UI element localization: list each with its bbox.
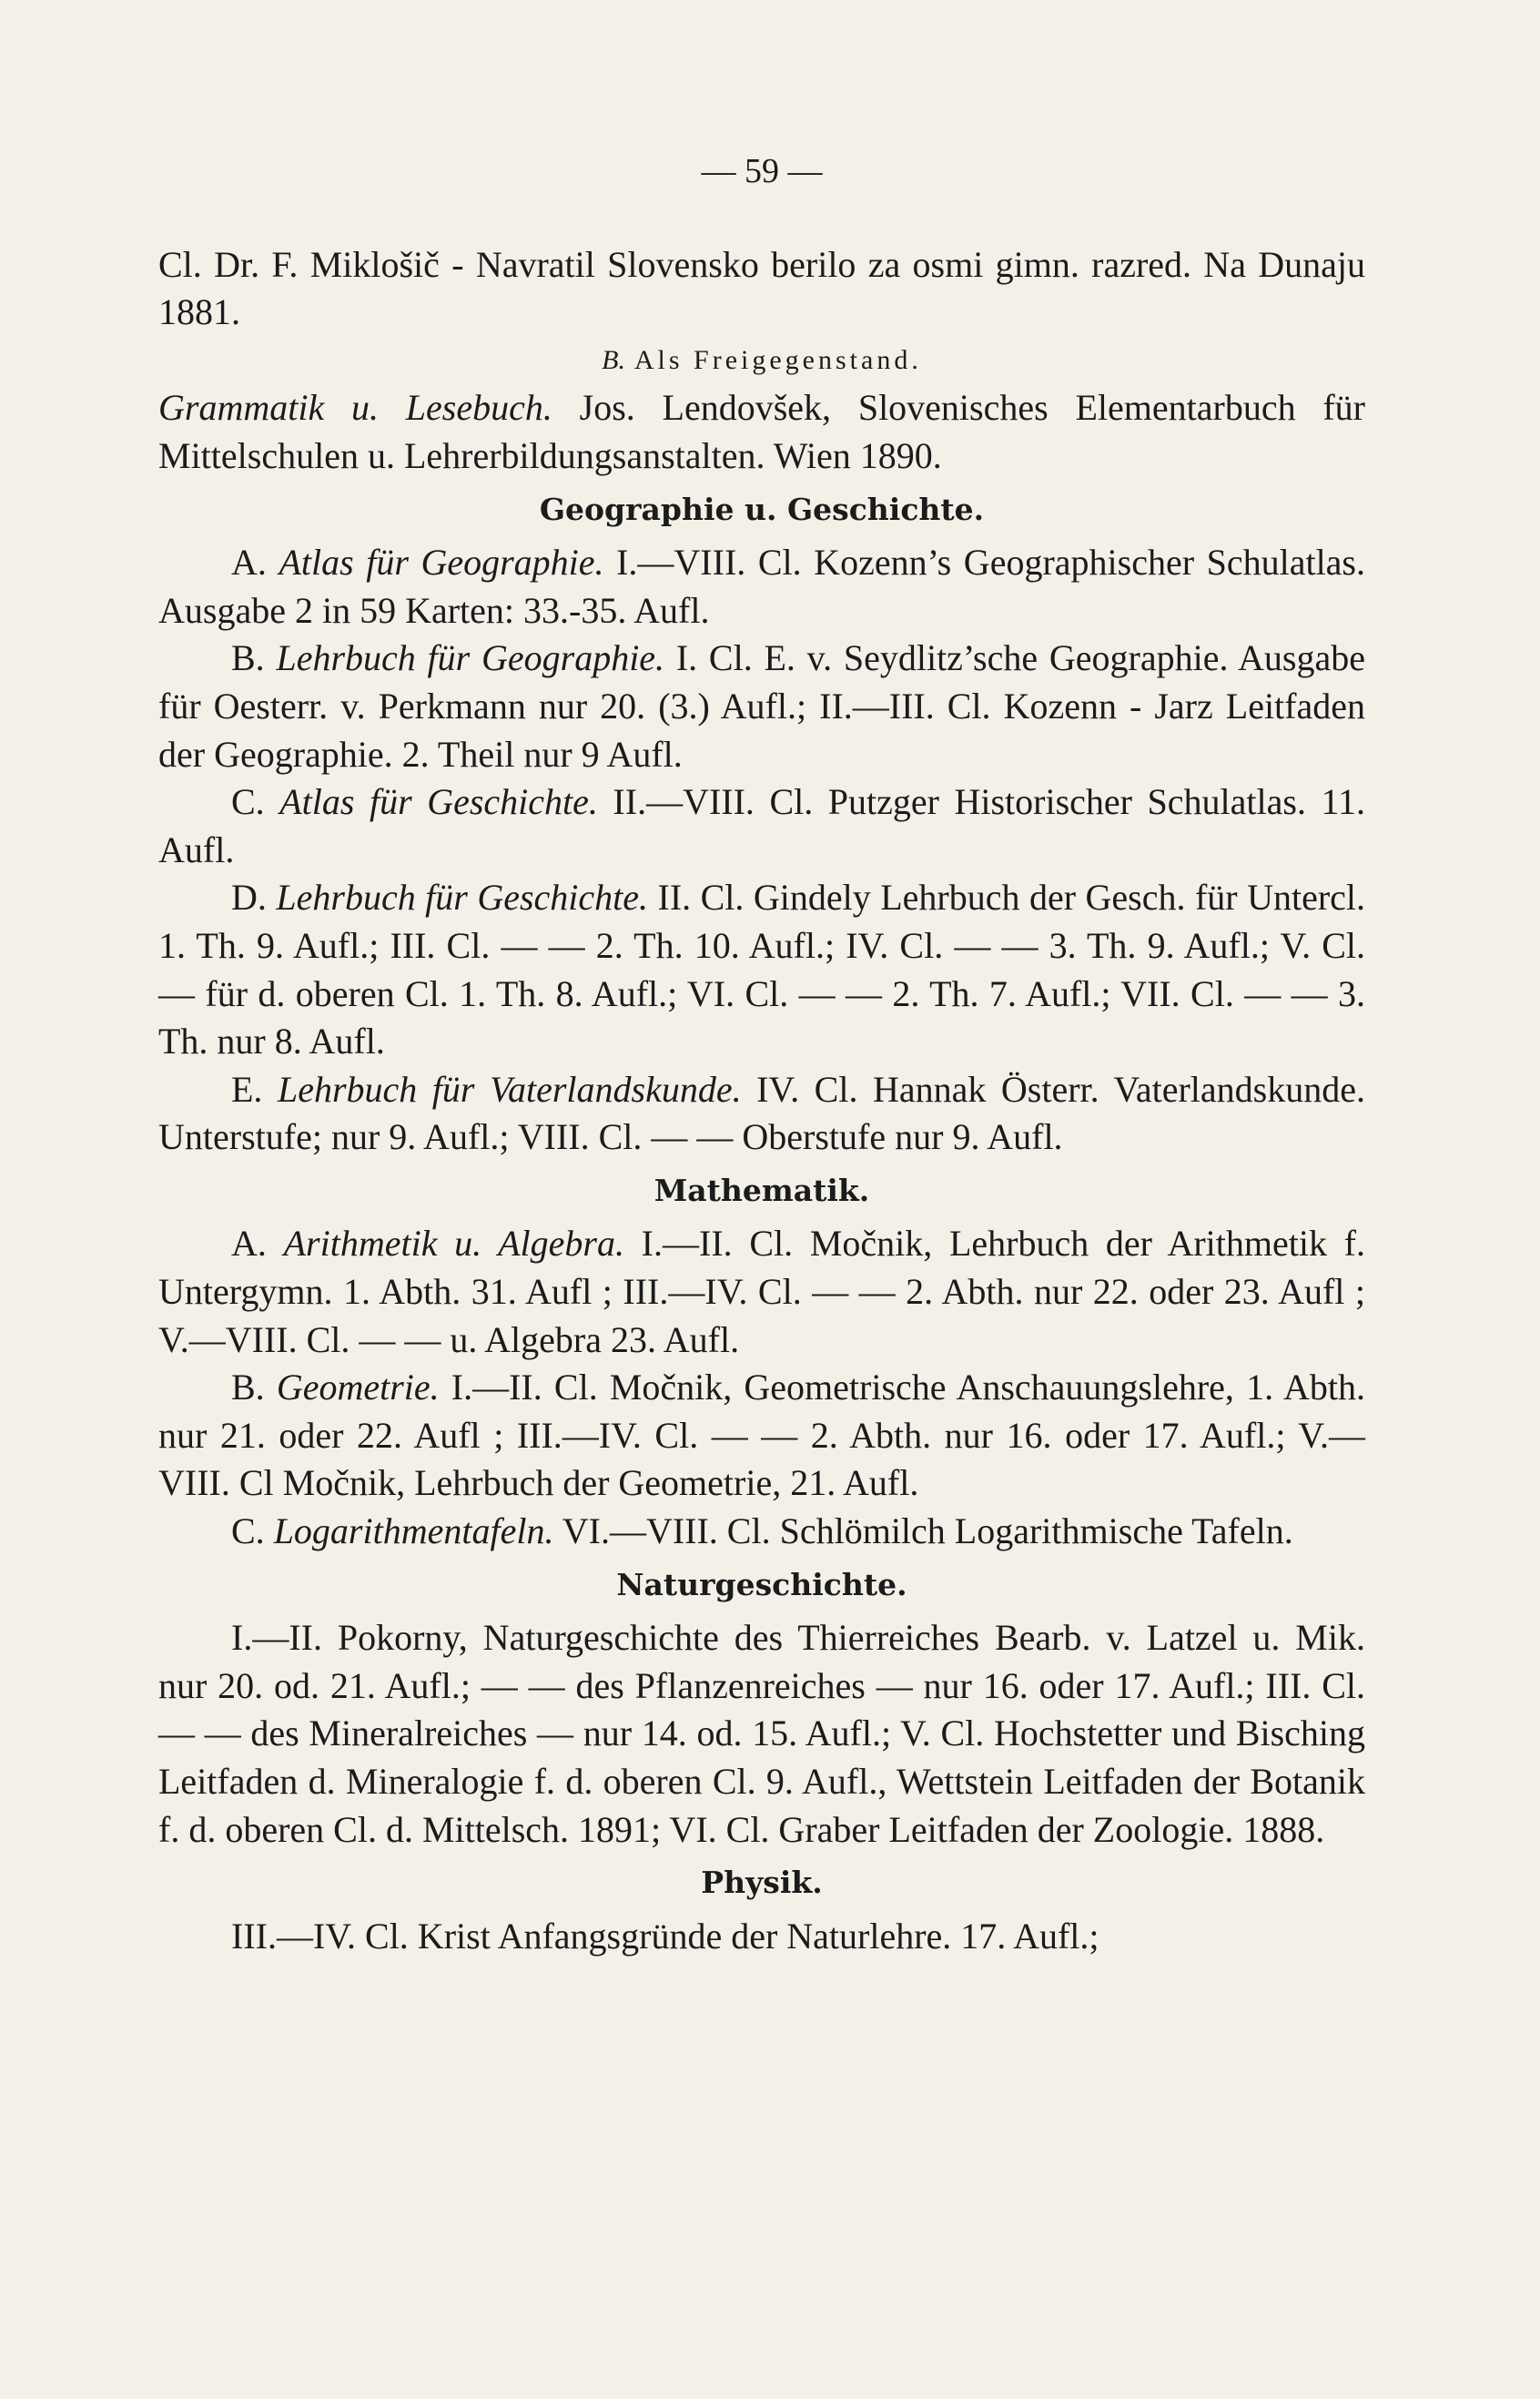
subheading-text: Als Freigegenstand. <box>633 344 922 375</box>
heading-mathematik: Mathematik. <box>653 1172 870 1208</box>
entry-geo-a <box>158 539 1365 635</box>
heading-naturgeschichte: Naturgeschichte. <box>616 1566 907 1602</box>
paragraph-physik: III.—IV. Cl. Krist Anfangsgründe der Naturlehre. 17. Aufl.; <box>231 1915 1099 1957</box>
entry-letter: A. <box>231 542 279 584</box>
entry-text: IV. Cl. Hannak Österr. Vaterlandskunde. Unterstufe; nur 9. Aufl.; VIII. Cl. — — Oberstufe nur 9. Aufl. <box>158 1068 1365 1158</box>
entry-letter: E. <box>231 1068 278 1110</box>
entry-text: II.—VIII. Cl. Putzger Historischer Schulatlas. 11. Aufl. <box>158 781 1365 870</box>
entry-label: Atlas für Geographie. <box>279 542 604 584</box>
entry-text: VI.—VIII. Cl. Schlömilch Logarithmische Tafeln. <box>553 1510 1293 1552</box>
paragraph-naturgeschichte: I.—II. Pokorny, Naturgeschichte des Thierreiches Bearb. v. Latzel u. Mik. nur 20. od. 21. Aufl.; — — des Pflanzenreiches — nur 16. oder 17. Aufl.; III. Cl. — — des Mineralreiches — nur 14. od. 15. Aufl.; V. Cl. Hochstetter und Bisching Leitfaden d. Mineralogie f. d. oberen Cl. 9. Aufl., Wettstein Leitfaden der Botanik f. d. oberen Cl. d. Mittelsch. 1891; VI. Cl. Graber Leitfaden der Zoologie. 1888. <box>158 1617 1365 1850</box>
entry-letter: A. <box>231 1223 284 1265</box>
entry-label: Grammatik u. Lesebuch. <box>158 387 552 429</box>
entry-label: Lehrbuch für Geschichte. <box>276 877 649 919</box>
entry-label: Lehrbuch für Vaterlandskunde. <box>277 1068 742 1110</box>
entry-label: Geometrie. <box>276 1367 440 1408</box>
entry-geo-e <box>158 1066 1365 1162</box>
entry-text: I.—VIII. Cl. Kozenn’s Geographischer Schulatlas. Ausgabe 2 in 59 Karten: 33.-35. Aufl. <box>158 542 1366 631</box>
subheading-letter: B. <box>602 344 625 375</box>
entry-text: Jos. Lendovšek, Slovenisches Elementarbuch für Mittelschulen u. Lehrerbildungsanstalten. Wien 1890. <box>158 387 1365 476</box>
entry-letter: B. <box>231 1367 277 1408</box>
text-column <box>158 147 1365 1960</box>
heading-physik: Physik. <box>701 1865 823 1901</box>
entry-text: II. Cl. Gindely Lehrbuch der Gesch. für Untercl. 1. Th. 9. Aufl.; III. Cl. — — 2. Th. 10. Aufl.; IV. Cl. — — 3. Th. 9. Aufl.; V. Cl. — für d. oberen Cl. 1. Th. 8. Aufl.; VI. Cl. — — 2. Th. 7. Aufl.; VII. Cl. — — 3. Th. nur 8. Aufl. <box>158 877 1366 1062</box>
entry-math-c <box>158 1508 1365 1556</box>
entry-letter: D. <box>231 877 277 919</box>
entry-text: I. Cl. E. v. Seydlitz’sche Geographie. Ausgabe für Oesterr. v. Perkmann nur 20. (3.) Aufl.; II.—III. Cl. Kozenn - Jarz Leitfaden der Geographie. 2. Theil nur 9 Aufl. <box>158 637 1365 775</box>
entry-geo-c <box>158 778 1365 874</box>
entry-label: Atlas für Geschichte. <box>279 781 598 823</box>
page-number: — 59 — <box>701 152 823 190</box>
entry-math-b <box>158 1364 1365 1508</box>
entry-label: Logarithmentafeln. <box>273 1510 554 1552</box>
subheading-freigegenstand <box>158 337 1365 385</box>
entry-geo-d <box>158 874 1365 1065</box>
entry-label: Lehrbuch für Geographie. <box>276 637 665 679</box>
entry-text: I.—II. Cl. Močnik, Geometrische Anschauungslehre, 1. Abth. nur 21. oder 22. Aufl ; III.—IV. Cl. — — 2. Abth. nur 16. oder 17. Aufl.; V.—VIII. Cl Močnik, Lehrbuch der Geometrie, 21. Aufl. <box>158 1367 1365 1504</box>
paragraph-grammatik <box>158 384 1365 480</box>
heading-geographie: Geographie u. Geschichte. <box>539 491 985 527</box>
entry-label: Arithmetik u. Algebra. <box>283 1223 624 1265</box>
entry-letter: B. <box>231 637 277 679</box>
entry-math-a <box>158 1220 1365 1364</box>
paragraph-slovensko-berilo: Cl. Dr. F. Miklošič - Navratil Slovensko berilo za osmi gimn. razred. Na Dunaju 1881. <box>158 243 1365 333</box>
entry-letter: C. <box>231 1510 274 1552</box>
entry-geo-b <box>158 635 1365 778</box>
entry-letter: C. <box>231 781 280 823</box>
entry-text: I.—II. Cl. Močnik, Lehrbuch der Arithmetik f. Untergymn. 1. Abth. 31. Aufl ; III.—IV. Cl. — — 2. Abth. nur 22. oder 23. Aufl ; V.—VIII. Cl. — — u. Algebra 23. Aufl. <box>158 1223 1366 1360</box>
